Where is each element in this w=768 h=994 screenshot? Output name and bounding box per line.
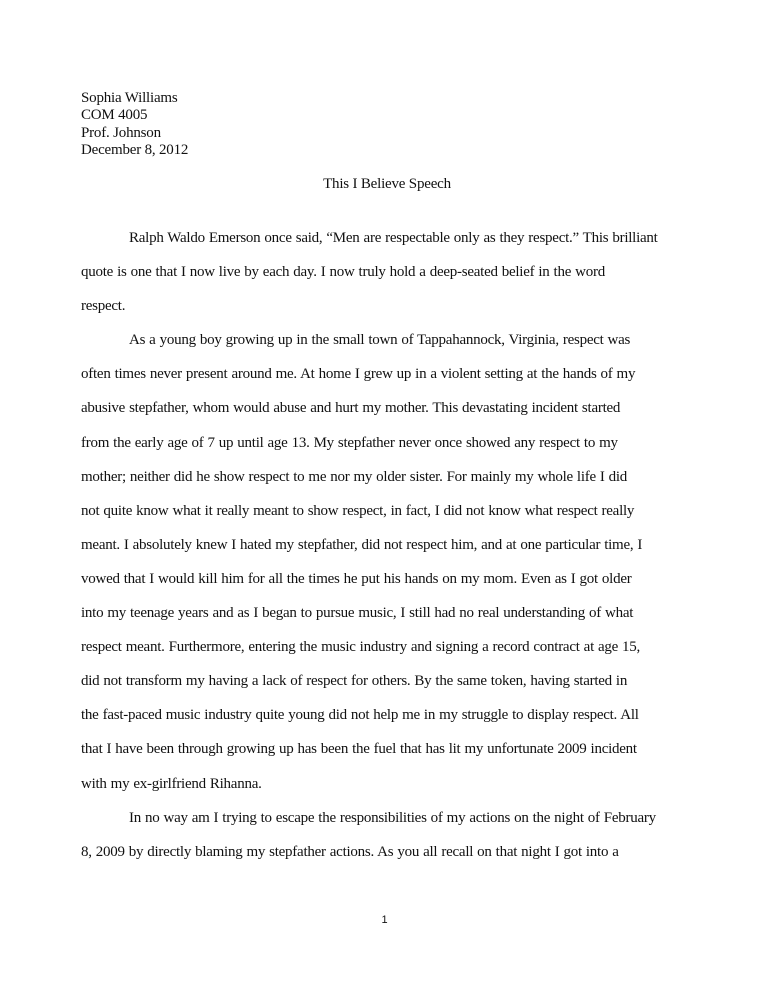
text-line: mother; neither did he show respect to me nor my older sister. For mainly my whole life I did: [81, 468, 628, 485]
document-date: December 8, 2012: [81, 141, 189, 158]
text-line: 8, 2009 by directly blaming my stepfather actions. As you all recall on that night I got into a: [81, 843, 619, 860]
text-line: into my teenage years and as I began to pursue music, I still had no real understanding of what: [81, 605, 634, 622]
text-line: often times never present around me. At home I grew up in a violent setting at the hands of my: [81, 366, 636, 383]
text-line: respect.: [81, 298, 126, 315]
text-line: abusive stepfather, whom would abuse and hurt my mother. This devastating incident started: [81, 400, 621, 417]
text-line: with my ex-girlfriend Rihanna.: [81, 775, 262, 792]
document-header: [81, 90, 188, 159]
text-line: In no way am I trying to escape the responsibilities of my actions on the night of February: [129, 809, 656, 826]
text-line: meant. I absolutely knew I hated my stepfather, did not respect him, and at one particular time, I: [81, 536, 643, 553]
text-line: respect meant. Furthermore, entering the music industry and signing a record contract at age 15,: [81, 639, 641, 656]
text-line: not quite know what it really meant to show respect, in fact, I did not know what respect really: [81, 502, 635, 519]
course-code: COM 4005: [81, 107, 148, 124]
text-line: did not transform my having a lack of respect for others. By the same token, having started in: [81, 673, 628, 690]
professor-name: Prof. Johnson: [81, 124, 161, 141]
page-number: 1: [381, 914, 388, 926]
text-line: from the early age of 7 up until age 13. My stepfather never once showed any respect to my: [81, 434, 618, 451]
text-line: the fast-paced music industry quite young did not help me in my struggle to display respect. All: [81, 707, 639, 724]
paragraph-2: [81, 330, 701, 807]
text-line: As a young boy growing up in the small town of Tappahannock, Virginia, respect was: [129, 332, 631, 349]
paragraph-3: [81, 808, 701, 876]
text-line: Ralph Waldo Emerson once said, “Men are respectable only as they respect.” This brilliant: [129, 230, 658, 246]
text-line: that I have been through growing up has been the fuel that has lit my unfortunate 2009 incident: [81, 741, 637, 758]
author-name: Sophia Williams: [81, 90, 178, 106]
document-body: [81, 228, 701, 876]
text-line: vowed that I would kill him for all the times he put his hands on my mom. Even as I got older: [81, 570, 632, 587]
text-line: quote is one that I now live by each day. I now truly hold a deep-seated belief in the word: [81, 264, 605, 281]
document-title: This I Believe Speech: [323, 176, 451, 192]
paragraph-1: [81, 228, 701, 330]
